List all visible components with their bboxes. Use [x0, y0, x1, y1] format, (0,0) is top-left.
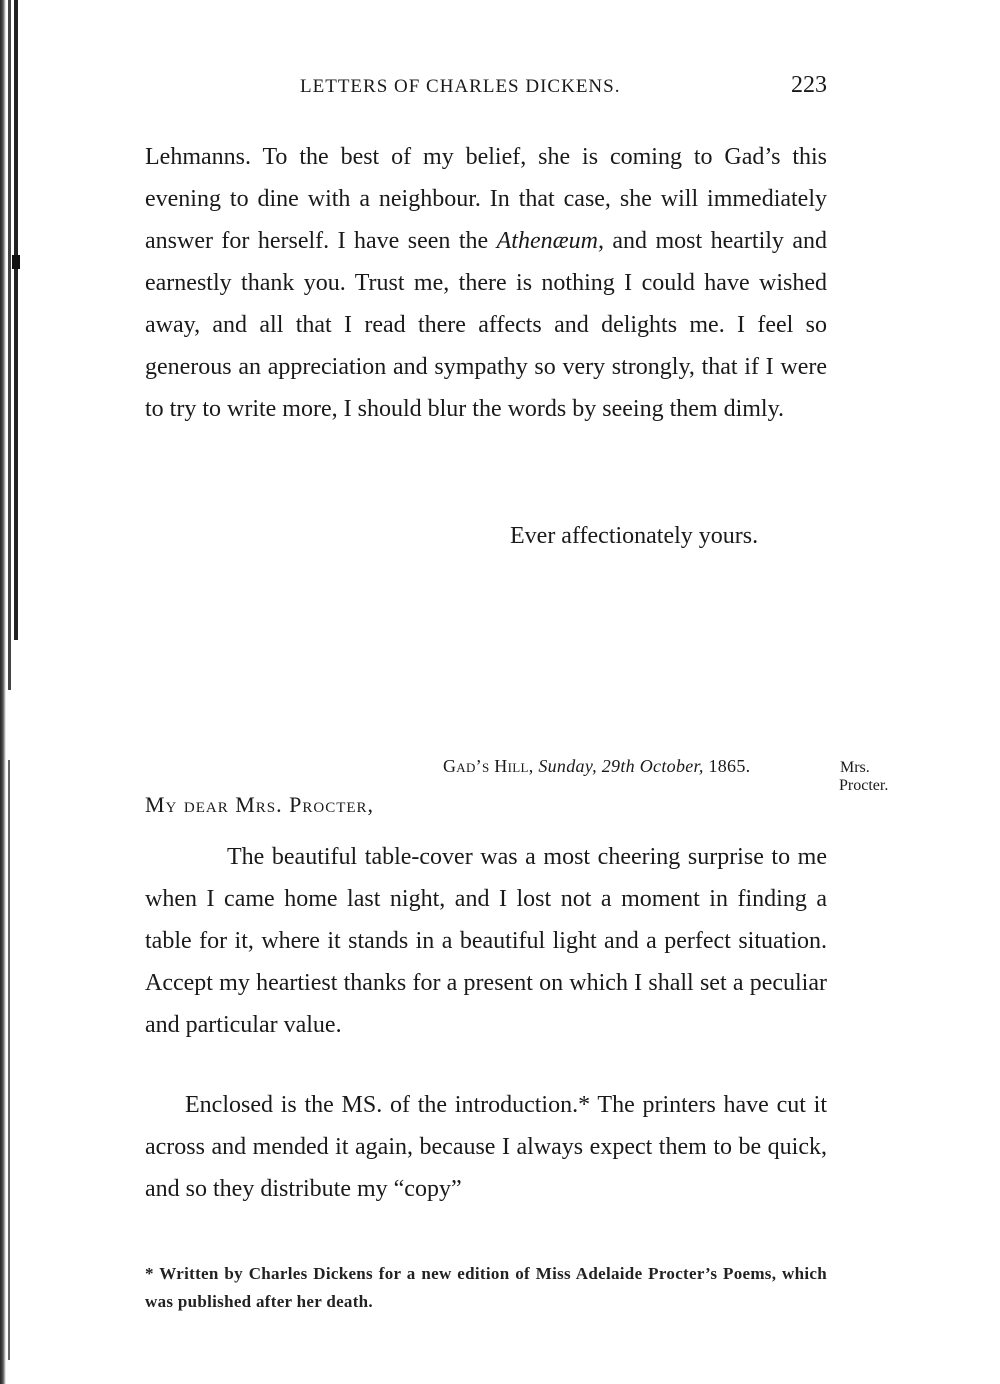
page-number: 223	[791, 72, 827, 98]
edge-mark	[12, 255, 20, 269]
dateline-place: Gad’s Hill,	[443, 756, 534, 776]
edge-mark	[8, 760, 10, 1360]
margin-note-recipient	[840, 759, 888, 795]
dateline-day: Sunday,	[538, 756, 597, 776]
dateline-year: 1865.	[708, 756, 751, 776]
letter-body-paragraph	[145, 136, 827, 430]
paragraph-text: and most heartily and earnestly thank you. Trust me, there is nothing I could have wished away, and all that I read there affects and delights me. I feel so generous an appreciation and sympathy so very strongly, that if I were to try to write more, I should blur the words by seeing them dimly.	[145, 228, 828, 422]
footnote: * Written by Charles Dickens for a new edition of Miss Adelaide Procter’s Poems, which was published after her death.	[145, 1264, 827, 1311]
paragraph-text: Lehmanns. To the best of my belief, she is coming to Gad’s this evening to dine with a neighbour. In that case, she will immediately answer for herself. I have seen the	[145, 144, 827, 254]
letter-body-paragraph: Enclosed is the MS. of the introduction.* The printers have cut it across and mended it again, because I always expect them to be quick, and so they distribute my “copy”	[145, 1092, 827, 1202]
dateline-date: 29th October,	[601, 756, 704, 776]
edge-mark	[8, 0, 11, 690]
letter-dateline	[443, 756, 750, 777]
page-binding-edge	[0, 0, 6, 1384]
edge-mark	[14, 0, 18, 640]
letter-body-paragraph: The beautiful table-cover was a most cheering surprise to me when I came home last night, and I lost not a moment in finding a table for it, where it stands in a beautiful light and a perfect situation. Accept my heartiest thanks for a present on which I shall set a peculiar and particular value.	[145, 844, 827, 1038]
signoff: Ever affectionately yours.	[510, 523, 759, 549]
margin-note-line: Procter.	[839, 777, 889, 794]
salutation: My dear Mrs. Procter,	[145, 792, 375, 817]
running-header	[145, 72, 827, 106]
margin-note-line: Mrs.	[840, 759, 870, 776]
periodical-title: Athenæum,	[496, 228, 604, 254]
running-title: LETTERS OF CHARLES DICKENS.	[300, 76, 621, 97]
